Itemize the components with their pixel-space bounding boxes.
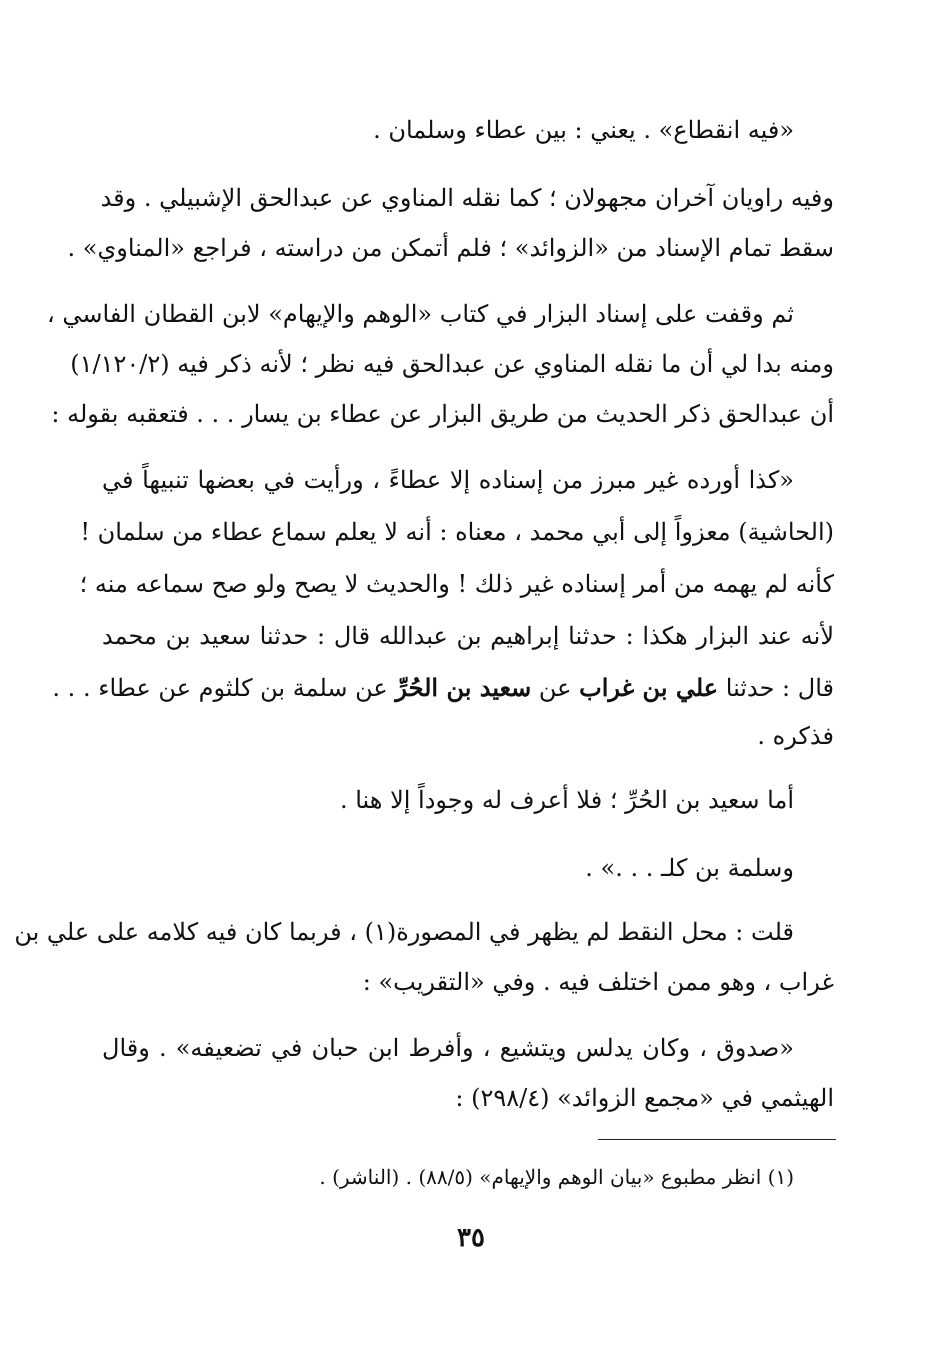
text-line: لأنه عند البزار هكذا : حدثنا إبراهيم بن عبدالله قال : حدثنا سعيد بن محمد [102,622,834,650]
text-line: كأنه لم يهمه من أمر إسناده غير ذلك ! والحديث لا يصح ولو صح سماعه منه ؛ [79,570,834,598]
footnote: (١) انظر مطبوع «بيان الوهم والإيهام» (٨٨/٥) . (الناشر) . [319,1165,794,1189]
text-line: وفيه راويان آخران مجهولان ؛ كما نقله المناوي عن عبدالحق الإشبيلي . وقد [100,184,834,212]
page-number: ٣٥ [457,1223,485,1253]
text-line: «صدوق ، وكان يدلس ويتشيع ، وأفرط ابن حبان في تضعيفه» . وقال [102,1034,794,1062]
text-segment: عن سلمة بن كلثوم عن عطاء . . . [52,674,396,702]
narrator-name-bold: سعيد بن الحُرِّ [395,673,532,702]
text-line: فذكره . [757,722,834,750]
text-line: (الحاشية) معزواً إلى أبي محمد ، معناه : أنه لا يعلم سماع عطاء من سلمان ! [80,518,834,546]
text-line: غراب ، وهو ممن اختلف فيه . وفي «التقريب» : [362,968,834,996]
text-line: ومنه بدا لي أن ما نقله المناوي عن عبدالحق فيه نظر ؛ لأنه ذكر فيه (١/١٢٠/٢) [70,350,834,378]
text-line: أما سعيد بن الحُرِّ ؛ فلا أعرف له وجوداً إلا هنا . [339,786,794,814]
text-line-with-bold-names [52,672,834,704]
text-line: «كذا أورده غير مبرز من إسناده إلا عطاءً ، ورأيت في بعضها تنبيهاً في [102,466,794,494]
text-segment: قال : حدثنا [718,674,834,702]
text-line: «فيه انقطاع» . يعني : بين عطاء وسلمان . [373,116,794,144]
text-line: وسلمة بن كلـ . . .» . [585,854,794,882]
text-line: قلت : محل النقط لم يظهر في المصورة(١) ، فربما كان فيه كلامه على علي بن [14,918,794,946]
text-line: ثم وقفت على إسناد البزار في كتاب «الوهم والإيهام» لابن القطان الفاسي ، [47,300,794,328]
text-line: سقط تمام الإسناد من «الزوائد» ؛ فلم أتمكن من دراسته ، فراجع «المناوي» . [67,234,834,262]
text-line: الهيثمي في «مجمع الزوائد» (٢٩٨/٤) : [455,1084,834,1112]
footnote-separator [598,1139,836,1140]
text-line: أن عبدالحق ذكر الحديث من طريق البزار عن عطاء بن يسار . . . فتعقبه بقوله : [51,400,834,428]
text-segment: عن [531,674,580,702]
narrator-name-bold: علي بن غراب [579,673,719,702]
